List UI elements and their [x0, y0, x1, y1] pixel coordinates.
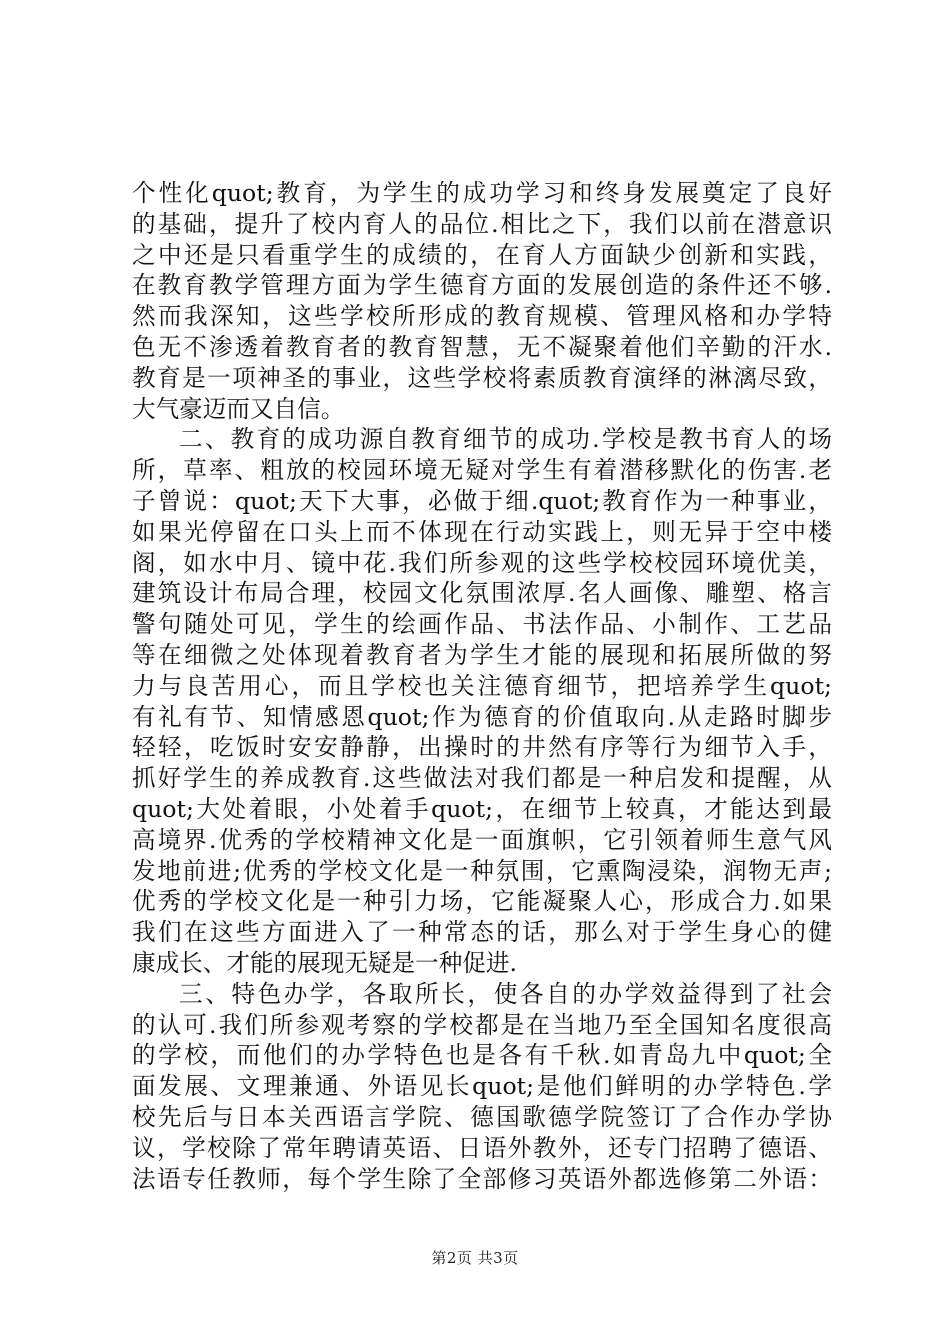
page-footer: 第2页 共3页: [431, 1249, 519, 1267]
text-line: 发地前进;优秀的学校文化是一种氛围，它熏陶浸染，润物无声;: [132, 856, 832, 885]
text-line: 校先后与日本关西语言学院、德国歌德学院签订了合作办学协: [132, 1102, 832, 1131]
text-line: 二、教育的成功源自教育细节的成功.学校是教书育人的场: [179, 425, 832, 454]
text-line: 个性化quot;教育，为学生的成功学习和终身发展奠定了良好: [132, 179, 832, 207]
text-line: 建筑设计布局合理，校园文化氛围浓厚.名人画像、雕塑、格言: [132, 579, 832, 608]
text-line: 我们在这些方面进入了一种常态的话，那么对于学生身心的健: [132, 918, 832, 947]
text-line: 优秀的学校文化是一种引力场，它能凝聚人心，形成合力.如果: [132, 887, 832, 916]
text-line: 的认可.我们所参观考察的学校都是在当地乃至全国知名度很高: [132, 1010, 832, 1039]
text-line: 所，草率、粗放的校园环境无疑对学生有着潜移默化的伤害.老: [132, 456, 832, 485]
text-line: 教育是一项神圣的事业，这些学校将素质教育演绎的淋漓尽致，: [132, 363, 832, 392]
text-line: 抓好学生的养成教育.这些做法对我们都是一种启发和提醒，从: [132, 764, 832, 793]
text-line: 之中还是只看重学生的成绩的，在育人方面缺少创新和实践，: [132, 240, 832, 269]
document-body: [132, 178, 832, 1194]
text-line: 三、特色办学，各取所长，使各自的办学效益得到了社会: [179, 979, 832, 1008]
text-line: 大气豪迈而又自信。: [132, 394, 345, 423]
text-line: 子曾说：quot;天下大事，必做于细.quot;教育作为一种事业，: [132, 486, 832, 515]
text-line: 然而我深知，这些学校所形成的教育规模、管理风格和办学特: [132, 302, 832, 331]
text-line: 的基础，提升了校内育人的品位.相比之下，我们以前在潜意识: [132, 209, 832, 238]
text-line: 的学校，而他们的办学特色也是各有千秋.如青岛九中quot;全: [132, 1041, 832, 1070]
text-line: 轻轻，吃饭时安安静静，出操时的井然有序等行为细节入手，: [132, 733, 832, 762]
text-line: 面发展、文理兼通、外语见长quot;是他们鲜明的办学特色.学: [132, 1072, 832, 1101]
text-line: 法语专任教师，每个学生除了全部修习英语外都选修第二外语：: [132, 1164, 832, 1193]
text-line: 康成长、才能的展现无疑是一种促进.: [132, 948, 517, 977]
text-line: 在教育教学管理方面为学生德育方面的发展创造的条件还不够.: [132, 271, 832, 300]
text-line: 高境界.优秀的学校精神文化是一面旗帜，它引领着师生意气风: [132, 825, 832, 854]
text-line: 色无不渗透着教育者的教育智慧，无不凝聚着他们辛勤的汗水.: [132, 332, 832, 361]
text-line: 议，学校除了常年聘请英语、日语外教外，还专门招聘了德语、: [132, 1133, 832, 1162]
text-line: 等在细微之处体现着教育者为学生才能的展现和拓展所做的努: [132, 640, 832, 669]
text-line: 如果光停留在口头上而不体现在行动实践上，则无异于空中楼: [132, 517, 832, 546]
text-line: 警句随处可见，学生的绘画作品、书法作品、小制作、工艺品: [132, 610, 832, 639]
text-line: quot;大处着眼，小处着手quot;，在细节上较真，才能达到最: [132, 794, 832, 823]
text-line: 力与良苦用心，而且学校也关注德育细节，把培养学生quot;: [132, 671, 832, 700]
text-line: 有礼有节、知情感恩quot;作为德育的价值取向.从走路时脚步: [132, 702, 832, 731]
text-line: 阁，如水中月、镜中花.我们所参观的这些学校校园环境优美，: [132, 548, 832, 577]
